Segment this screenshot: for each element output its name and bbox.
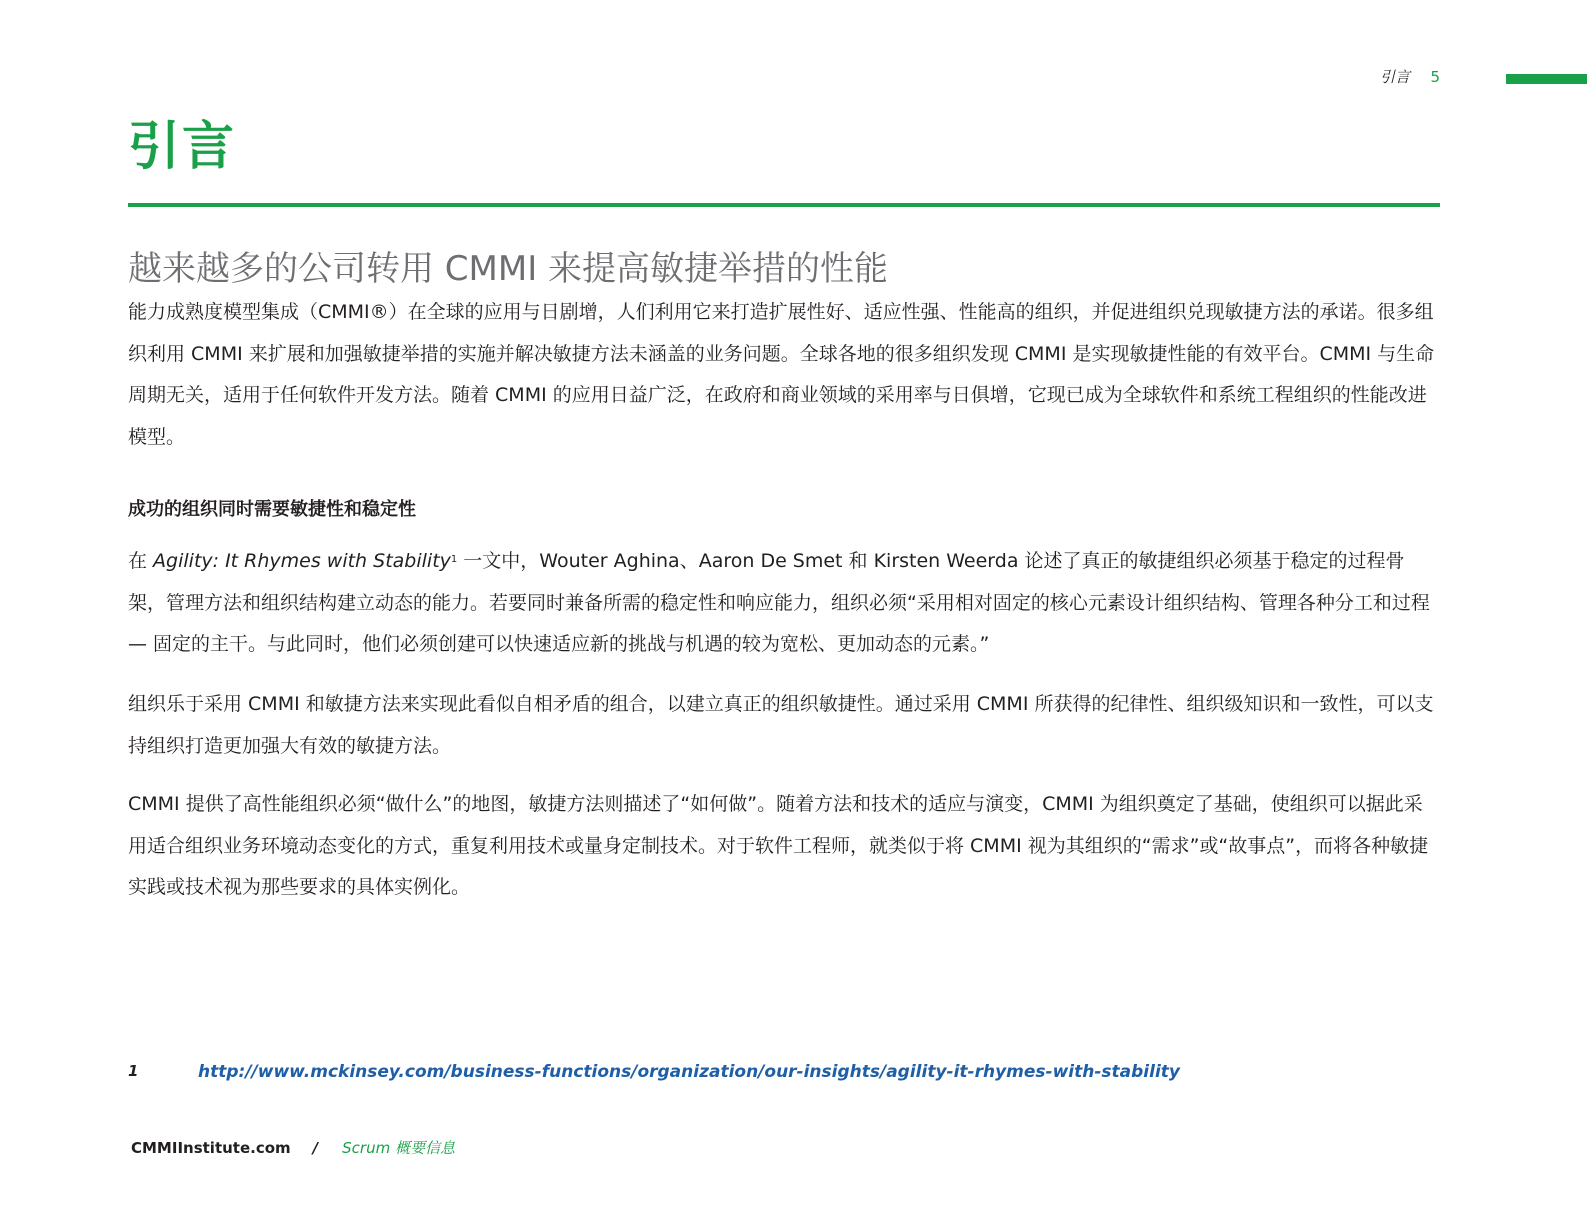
- paragraph-text: 一文中，Wouter Aghina、Aaron De Smet 和 Kirsten Weerda 论述了真正的敏捷组织必须基于稳定的过程骨架，管理方法和组织结构建立动态的能力。若要同时兼备所需的稳定性和响应能力，组织必须“采用相对固定的核心元素设计组织结构、管理各种分工和过程 — 固定的主干。与此同时，他们必须创建可以快速适应新的挑战与机遇的较为宽松、更加动态的元素。”: [128, 550, 1430, 655]
- intro-paragraph: 能力成熟度模型集成（CMMI®）在全球的应用与日剧增，人们利用它来打造扩展性好、适应性强、性能高的组织，并促进组织兑现敏捷方法的承诺。很多组织利用 CMMI 来扩展和加强敏捷举措的实施并解决敏捷方法未涵盖的业务问题。全球各地的很多组织发现 CMMI 是实现敏捷性能的有效平台。CMMI 与生命周期无关，适用于任何软件开发方法。随着 CMMI 的应用日益广泛，在政府和商业领域的采用率与日俱增，它现已成为全球软件和系统工程组织的性能改进模型。: [128, 301, 1435, 448]
- footer-separator: /: [312, 1139, 319, 1157]
- stability-paragraph: [128, 541, 1440, 666]
- page-number: 5: [1430, 68, 1440, 86]
- running-header: [1340, 66, 1440, 88]
- footnote: [128, 1062, 1440, 1088]
- combination-paragraph: 组织乐于采用 CMMI 和敏捷方法来实现此看似自相矛盾的组合，以建立真正的组织敏捷性。通过采用 CMMI 所获得的纪律性、组织级知识和一致性，可以支持组织打造更加强大有效的敏捷方法。: [128, 693, 1434, 757]
- footnote-reference[interactable]: 1: [450, 554, 458, 565]
- title-divider: [128, 203, 1440, 207]
- footer-site-link[interactable]: CMMIInstitute.com: [131, 1139, 291, 1157]
- page-subtitle: 越来越多的公司转用 CMMI 来提高敏捷举措的性能: [128, 249, 889, 289]
- page-title: 引言: [128, 117, 237, 177]
- header-accent-bar: [1506, 74, 1587, 84]
- footnote-number: 1: [128, 1062, 139, 1080]
- cmmi-map-paragraph: CMMI 提供了高性能组织必须“做什么”的地图，敏捷方法则描述了“如何做”。随着方法和技术的适应与演变，CMMI 为组织奠定了基础，使组织可以据此采用适合组织业务环境动态变化的方式，重复利用技术或量身定制技术。对于软件工程师，就类似于将 CMMI 视为其组织的“需求”或“故事点”，而将各种敏捷实践或技术视为那些要求的具体实例化。: [128, 793, 1429, 898]
- section-heading: 成功的组织同时需要敏捷性和稳定性: [128, 499, 416, 520]
- footnote-link[interactable]: http://www.mckinsey.com/business-functions/organization/our-insights/agility-it-rhymes-with-stability: [198, 1062, 1180, 1082]
- page-footer: [131, 1137, 455, 1161]
- running-header-title: 引言: [1379, 68, 1410, 86]
- article-title: Agility: It Rhymes with Stability: [153, 550, 451, 572]
- footer-document-title: Scrum 概要信息: [342, 1139, 455, 1157]
- paragraph-prefix: 在: [128, 550, 154, 572]
